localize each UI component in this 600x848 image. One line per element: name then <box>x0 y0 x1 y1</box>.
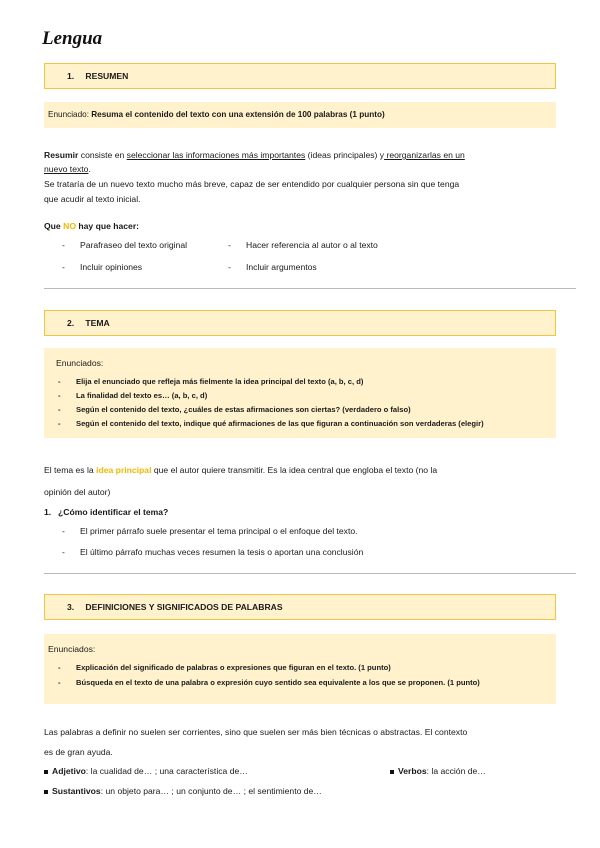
enunciado-item: - Explicación del significado de palabras o expresiones que figuran en el texto. (1 punto) <box>58 663 391 672</box>
definition-term: Adjetivo <box>52 766 86 776</box>
enunciado-text: La finalidad del texto es… (a, b, c, d) <box>76 391 208 400</box>
enunciado-item: - Según el contenido del texto, ¿cuáles de estas afirmaciones son ciertas? (verdadero o falso) <box>58 405 411 414</box>
square-bullet-icon <box>44 770 48 774</box>
enunciados-box <box>44 348 556 438</box>
list-item: - El último párrafo muchas veces resumen la tesis o aportan una conclusión <box>62 547 364 557</box>
section-title: RESUMEN <box>85 71 129 81</box>
enunciado-text: Resuma el contenido del texto con una extensión de 100 palabras (1 punto) <box>91 110 385 119</box>
definition-adjetivo <box>44 764 248 778</box>
square-bullet-icon <box>44 790 48 794</box>
underlined-text: reorganizarlas en un <box>384 150 465 160</box>
list-item-text: El primer párrafo suele presentar el tema principal o el enfoque del texto. <box>80 526 358 536</box>
list-item-text: Incluir opiniones <box>80 262 143 272</box>
enunciado-text: Según el contenido del texto, ¿cuáles de estas afirmaciones son ciertas? (verdadero o falso) <box>76 405 411 414</box>
term-resumir: Resumir <box>44 150 79 160</box>
enunciado-text: Búsqueda en el texto de una palabra o expresión cuyo sentido sea equivalente a los que se proponen. (1 punto) <box>76 678 480 687</box>
text-run: El tema es la <box>44 465 97 475</box>
section-number: 3. <box>67 602 75 612</box>
enunciado-text: Elija el enunciado que refleja más fielmente la idea principal del texto (a, b, c, d) <box>76 377 364 386</box>
tema-paragraph-line-1 <box>44 462 556 479</box>
list-item-text: El último párrafo muchas veces resumen la tesis o aportan una conclusión <box>80 547 364 557</box>
list-item-text: Hacer referencia al autor o al texto <box>246 240 378 250</box>
enunciados-label: Enunciados: <box>48 644 96 654</box>
section-header-resumen <box>44 63 556 89</box>
divider <box>44 573 576 574</box>
text-run: . <box>88 164 91 174</box>
question-text: ¿Cómo identificar el tema? <box>58 507 169 517</box>
enunciado-item: - Elija el enunciado que refleja más fielmente la idea principal del texto (a, b, c, d) <box>58 377 364 386</box>
enunciado-box <box>44 102 556 128</box>
enunciado-label: Enunciado: <box>48 110 92 119</box>
enunciados-label: Enunciados: <box>56 358 104 368</box>
section-title: TEMA <box>85 318 110 328</box>
enunciado-text: Explicación del significado de palabras o expresiones que figuran en el texto. (1 punto) <box>76 663 391 672</box>
section-title: DEFINICIONES Y SIGNIFICADOS DE PALABRAS <box>85 602 283 612</box>
section-header-tema <box>44 310 556 336</box>
underlined-text: nuevo texto <box>44 164 89 174</box>
list-item: - Incluir argumentos <box>228 262 317 272</box>
text-run: hay que hacer: <box>76 221 140 231</box>
text-run: Que <box>44 221 64 231</box>
highlight-no: NO <box>63 221 76 231</box>
definition-text: : la acción de… <box>426 766 486 776</box>
definition-term: Verbos <box>398 766 427 776</box>
enunciado-item: - La finalidad del texto es… (a, b, c, d) <box>58 391 208 400</box>
enunciado-item: - Búsqueda en el texto de una palabra o expresión cuyo sentido sea equivalente a los que se proponen. (1 punto) <box>58 678 480 687</box>
enunciados-box <box>44 634 556 704</box>
definiciones-paragraph-line-2: es de gran ayuda. <box>44 747 113 757</box>
list-item: - Parafraseo del texto original <box>62 240 188 250</box>
section-header-definiciones <box>44 594 556 620</box>
definition-text: : un objeto para… ; un conjunto de… ; el sentimiento de… <box>100 786 322 796</box>
enunciado-text: Según el contenido del texto, indique qué afirmaciones de las que figuran a continuación son verdaderas (elegir) <box>76 419 484 428</box>
resumen-paragraph-line-3: Se trataría de un nuevo texto mucho más breve, capaz de ser entendido por cualquier persona sin que tenga <box>44 179 460 189</box>
resumen-paragraph-line-4: que acudir al texto inicial. <box>44 194 141 204</box>
list-item-text: Parafraseo del texto original <box>80 240 188 250</box>
enunciado-line <box>48 108 385 122</box>
section-number: 1. <box>67 71 75 81</box>
highlight-idea-principal: idea principal <box>96 465 152 475</box>
underlined-text: seleccionar las informaciones más importantes <box>126 150 306 160</box>
tema-paragraph-line-2: opinión del autor) <box>44 487 111 497</box>
page-title: Lengua <box>42 28 103 49</box>
definition-verbos <box>390 764 486 778</box>
text-run: (ideas principales) y <box>305 150 385 160</box>
list-item: - Hacer referencia al autor o al texto <box>228 240 378 250</box>
definition-text: : la cualidad de… ; una característica de… <box>85 766 248 776</box>
definition-term: Sustantivos <box>52 786 101 796</box>
question-heading <box>44 505 168 519</box>
section-number: 2. <box>67 318 75 328</box>
resumen-paragraph-line-2 <box>44 162 91 176</box>
definition-sustantivos <box>44 784 322 798</box>
list-item: - El primer párrafo suele presentar el tema principal o el enfoque del texto. <box>62 526 358 536</box>
text-run: consiste en <box>78 150 127 160</box>
divider <box>44 288 576 289</box>
enunciado-item: - Según el contenido del texto, indique qué afirmaciones de las que figuran a continuación son verdaderas (elegir) <box>58 419 484 428</box>
definiciones-paragraph-line-1: Las palabras a definir no suelen ser corrientes, sino que suelen ser más bien técnicas o abstractas. El contexto <box>44 727 468 737</box>
question-number: 1. <box>44 507 52 517</box>
text-run: que el autor quiere transmitir. Es la idea central que engloba el texto (no la <box>151 465 438 475</box>
resumen-paragraph-line-1 <box>44 148 465 162</box>
que-no-heading <box>44 219 139 233</box>
square-bullet-icon <box>390 770 394 774</box>
list-item: - Incluir opiniones <box>62 262 143 272</box>
list-item-text: Incluir argumentos <box>246 262 317 272</box>
